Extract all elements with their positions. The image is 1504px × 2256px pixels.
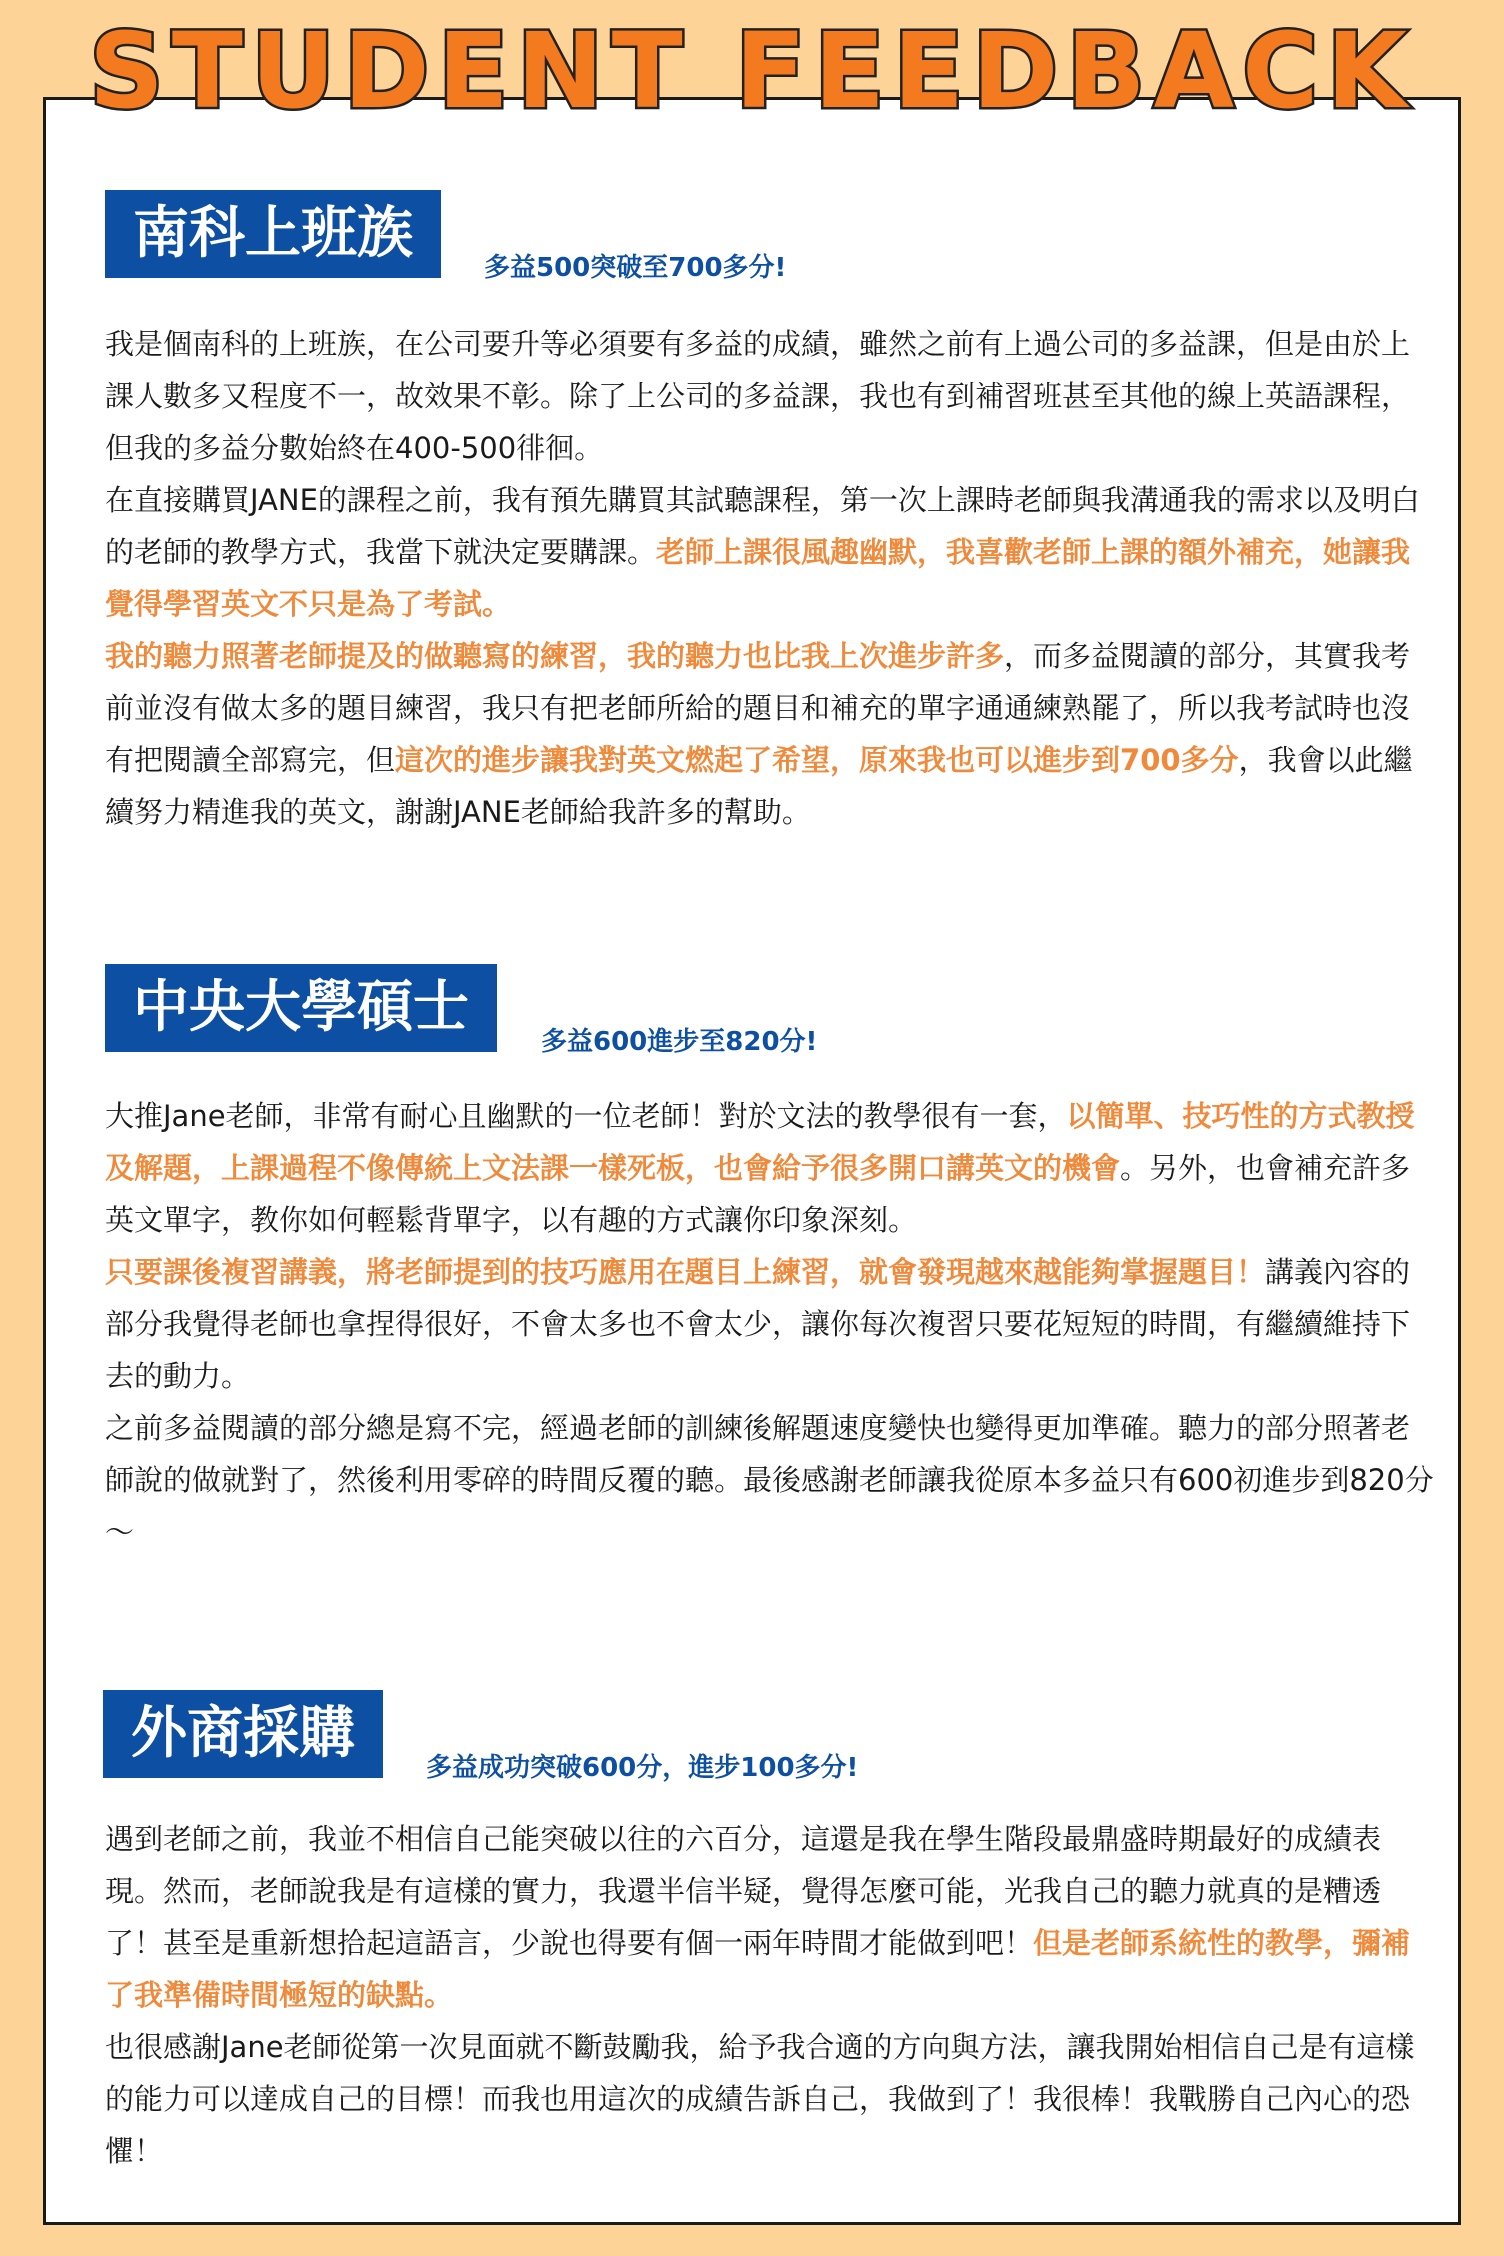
section-heading-row <box>46 1690 1458 1785</box>
section-body <box>105 1090 1435 1558</box>
section-heading: 中央大學碩士 <box>105 964 497 1052</box>
section-heading-row <box>46 190 1458 285</box>
paragraph <box>105 1246 1435 1402</box>
feedback-section-3 <box>46 1690 1458 1785</box>
body-text-run: ，而多益閱讀的部分，其實我考前並沒有做太多的題目練習，我只有把老師所給的題目和補充的單字通通練熟罷了，所以我考試時也沒有把閱讀全部寫完，但 <box>105 639 1411 777</box>
body-text-run: 講義內容的部分我覺得老師也拿捏得很好，不會太多也不會太少，讓你每次複習只要花短短的時間，有繼續維持下去的動力。 <box>105 1255 1411 1393</box>
highlighted-text: 這次的進步讓我對英文燃起了希望，原來我也可以進步到700多分 <box>395 743 1239 777</box>
body-text-run: 我是個南科的上班族，在公司要升等必須要有多益的成績，雖然之前有上過公司的多益課，但是由於上課人數多又程度不一，故效果不彰。除了上公司的多益課，我也有到補習班甚至其他的線上英語課程，但我的多益分數始終在400-500徘徊。 <box>105 327 1411 465</box>
page-title: STUDENT FEEDBACK <box>89 10 1415 132</box>
body-text-run: ，我會以此繼續努力精進我的英文，謝謝JANE老師給我許多的幫助。 <box>105 743 1413 829</box>
paragraph <box>105 2021 1435 2177</box>
body-text-run: 也很感謝Jane老師從第一次見面就不斷鼓勵我，給予我合適的方向與方法，讓我開始相信自己是有這樣的能力可以達成自己的目標！而我也用這次的成績告訴自己，我做到了！我很棒！我戰勝自己內心的恐懼！ <box>105 2030 1415 2168</box>
section-subheading: 多益600進步至820分! <box>541 1027 818 1057</box>
section-subheading: 多益500突破至700多分! <box>484 253 787 283</box>
paragraph <box>105 318 1435 474</box>
highlighted-text: 以簡單、技巧性的方式教授及解題，上課過程不像傳統上文法課一樣死板，也會給予很多開口講英文的機會 <box>105 1099 1415 1185</box>
section-body <box>105 1813 1435 2177</box>
feedback-section-1 <box>46 190 1458 285</box>
paragraph <box>105 1402 1435 1558</box>
section-body <box>105 318 1435 838</box>
section-heading: 南科上班族 <box>105 190 441 278</box>
body-text-run: 遇到老師之前，我並不相信自己能突破以往的六百分，這還是我在學生階段最鼎盛時期最好的成績表現。然而，老師說我是有這樣的實力，我還半信半疑，覺得怎麼可能，光我自己的聽力就真的是糟透了！甚至是重新想拾起這語言，少說也得要有個一兩年時間才能做到吧！ <box>105 1822 1382 1960</box>
paragraph <box>105 630 1435 838</box>
feedback-section-2 <box>46 964 1458 1059</box>
section-heading: 外商採購 <box>103 1690 383 1778</box>
paragraph <box>105 474 1435 630</box>
paragraph <box>105 1813 1435 2021</box>
paragraph <box>105 1090 1435 1246</box>
body-text-run: 。另外，也會補充許多英文單字，教你如何輕鬆背單字，以有趣的方式讓你印象深刻。 <box>105 1151 1411 1237</box>
body-text-run: 之前多益閱讀的部分總是寫不完，經過老師的訓練後解題速度變快也變得更加準確。聽力的部分照著老師說的做就對了，然後利用零碎的時間反覆的聽。最後感謝老師讓我從原本多益只有600初進步到820分～ <box>105 1411 1434 1549</box>
highlighted-text: 老師上課很風趣幽默，我喜歡老師上課的額外補充，她讓我覺得學習英文不只是為了考試。 <box>105 535 1411 621</box>
section-heading-row <box>46 964 1458 1059</box>
feedback-card <box>43 97 1461 2225</box>
body-text-run: 大推Jane老師，非常有耐心且幽默的一位老師！對於文法的教學很有一套， <box>105 1099 1067 1133</box>
section-subheading: 多益成功突破600分，進步100多分! <box>426 1753 859 1783</box>
highlighted-text: 我的聽力照著老師提及的做聽寫的練習，我的聽力也比我上次進步許多 <box>105 639 1005 673</box>
highlighted-text: 只要課後複習講義，將老師提到的技巧應用在題目上練習，就會發現越來越能夠掌握題目！ <box>105 1255 1266 1289</box>
highlighted-text: 但是老師系統性的教學，彌補了我準備時間極短的缺點。 <box>105 1926 1411 2012</box>
body-text-run: 在直接購買JANE的課程之前，我有預先購買其試聽課程，第一次上課時老師與我溝通我的需求以及明白的老師的教學方式，我當下就決定要購課。 <box>105 483 1420 569</box>
